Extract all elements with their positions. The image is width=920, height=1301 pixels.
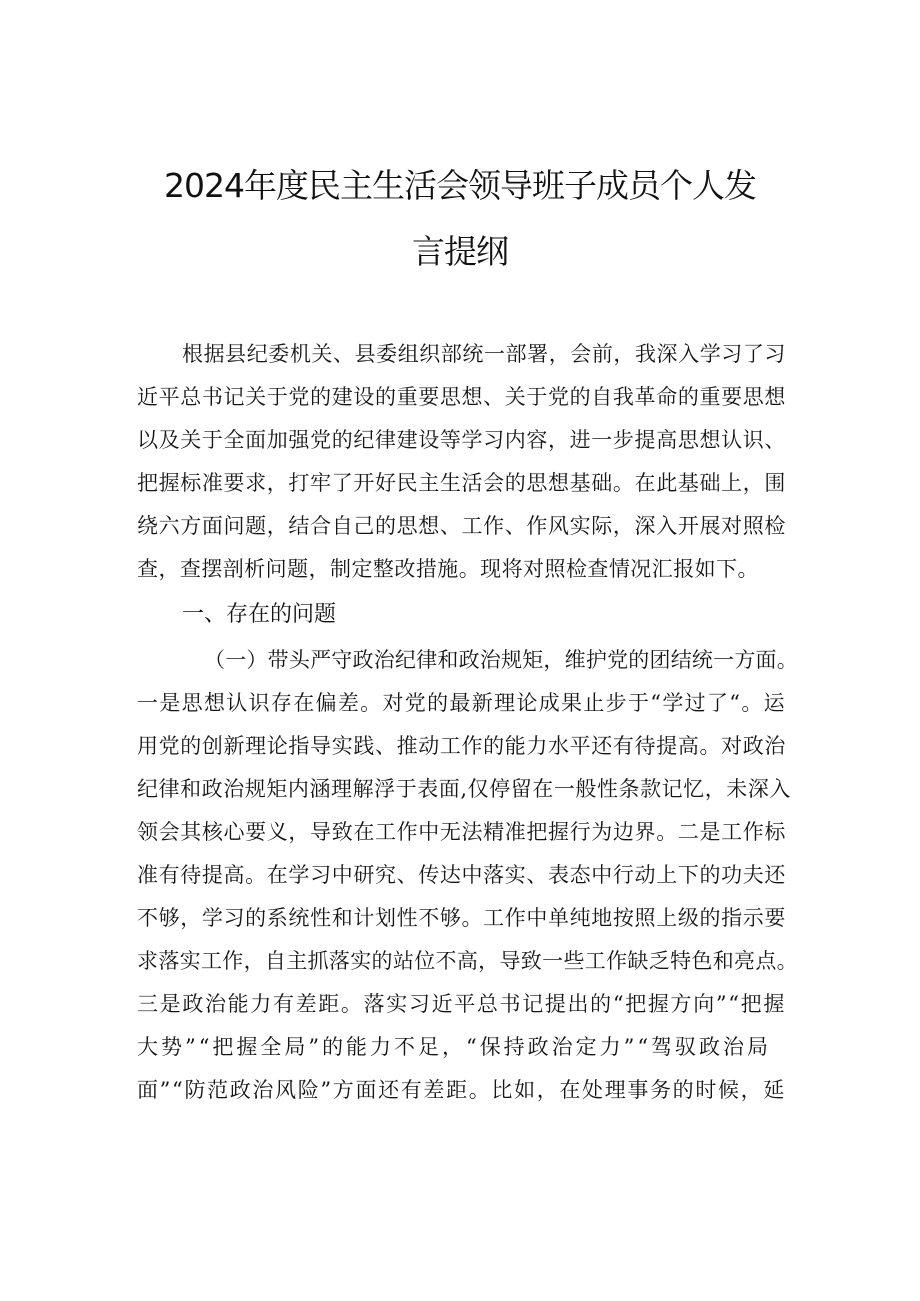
intro-line: 查，查摆剖析问题，制定整改措施。现将对照检查情况汇报如下。	[137, 557, 759, 581]
body-line: 求落实工作，自主抓落实的站位不高，导致一些工作缺乏特色和亮点。	[137, 949, 799, 973]
body-line: 一是思想认识存在偏差。对党的最新理论成果止步于“学过了“。运	[137, 691, 786, 715]
intro-line: 绕六方面问题，结合自己的思想、工作、作风实际，深入开展对照检	[137, 514, 786, 538]
intro-line: 把握标准要求，打牢了开好民主生活会的思想基础。在此基础上，围	[137, 471, 786, 495]
document-title-line-1: 2024年度民主生活会领导班子成员个人发	[164, 166, 756, 205]
body-line: 大势”“把握全局”的能力不足，“保持政治定力”“驾驭政治局	[137, 1035, 771, 1059]
body-line: 三是政治能力有差距。落实习近平总书记提出的“把握方向”“把握	[137, 992, 786, 1016]
body-line: （一）带头严守政治纪律和政治规矩，维护党的团结统一方面。	[204, 648, 798, 672]
body-line: 准有待提高。在学习中研究、传达中落实、表态中行动上下的功夫还	[137, 863, 786, 887]
body-line: 领会其核心要义，导致在工作中无法精准把握行为边界。二是工作标	[137, 820, 786, 844]
intro-line: 根据县纪委机关、县委组织部统一部署，会前，我深入学习了习	[182, 342, 786, 366]
body-line: 纪律和政治规矩内涵理解浮于表面,仅停留在一般性条款记忆，未深入	[137, 777, 791, 801]
body-line: 不够，学习的系统性和计划性不够。工作中单纯地按照上级的指示要	[137, 906, 786, 930]
section-heading: 一、存在的问题	[182, 602, 337, 627]
body-line: 面”“防范政治风险”方面还有差距。比如，在处理事务的时候，延	[137, 1078, 786, 1102]
document-title-line-2: 言提纲	[412, 232, 508, 271]
intro-line: 近平总书记关于党的建设的重要思想、关于党的自我革命的重要思想	[137, 385, 786, 409]
body-line: 用党的创新理论指导实践、推动工作的能力水平还有待提高。对政治	[137, 734, 786, 758]
intro-line: 以及关于全面加强党的纪律建设等学习内容，进一步提高思想认识、	[137, 428, 786, 452]
